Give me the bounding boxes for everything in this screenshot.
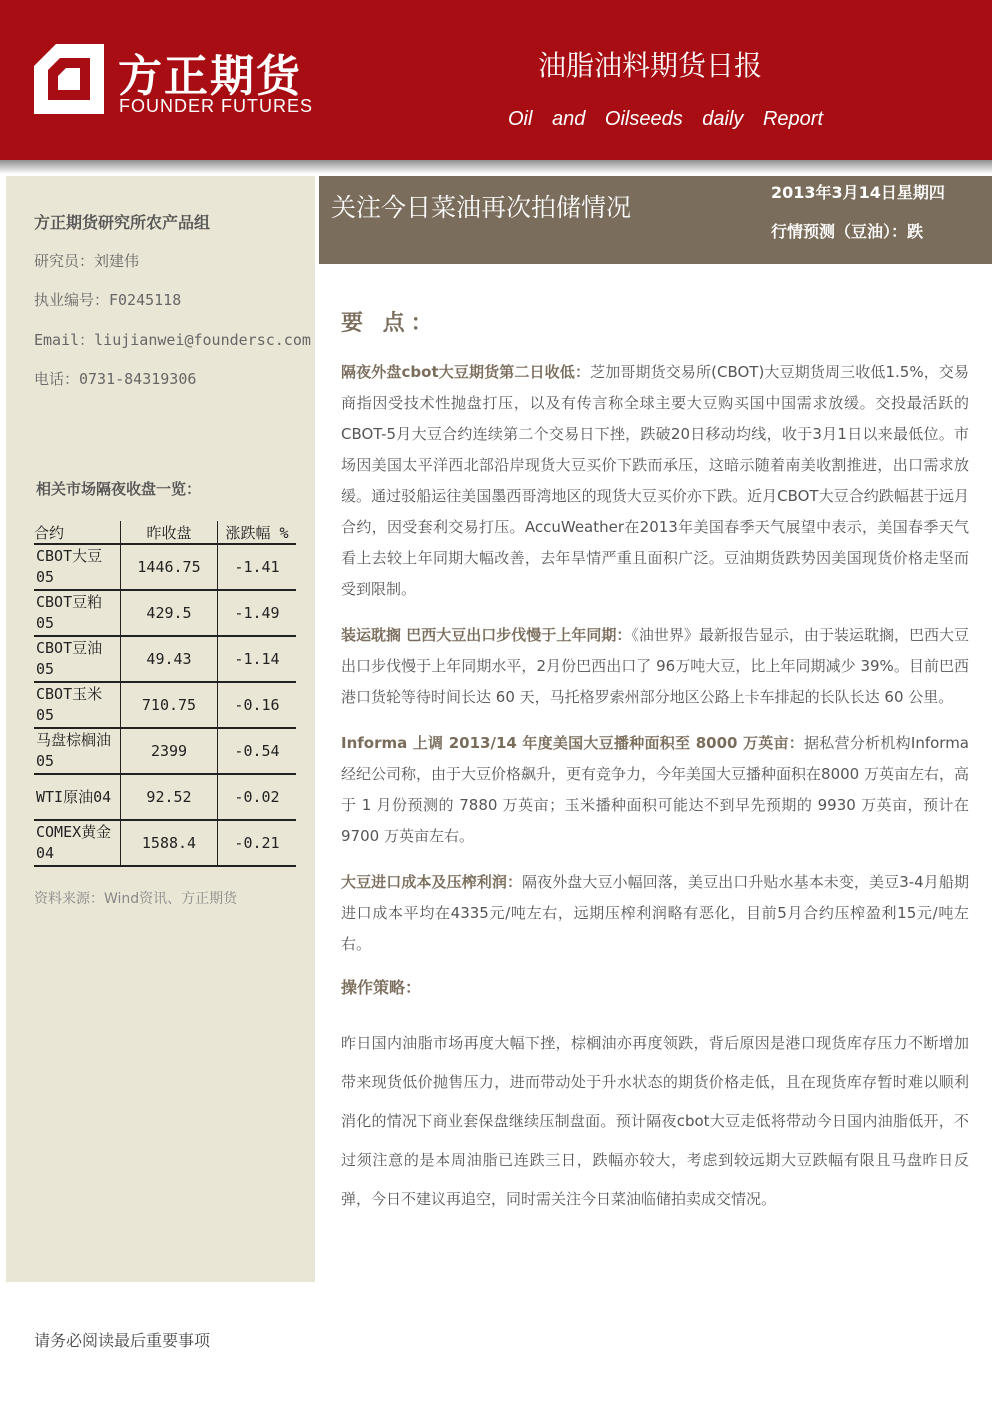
change-percent: -0.54 (218, 728, 297, 774)
close-price: 1588.4 (121, 820, 218, 866)
report-title-english: Oil and Oilseeds daily Report (508, 108, 824, 130)
report-header (0, 0, 992, 160)
key-points-heading: 要 点： (341, 311, 439, 336)
contract-name: 马盘棕榈油05 (34, 728, 121, 774)
market-forecast: 行情预测（豆油）：跌 (771, 222, 924, 241)
contract-name: CBOT豆油05 (34, 636, 121, 682)
close-price: 1446.75 (121, 544, 218, 590)
contract-name: CBOT玉米05 (34, 682, 121, 728)
news-paragraph (341, 867, 969, 960)
column-header: 昨收盘 (121, 521, 218, 544)
change-percent: -0.16 (218, 682, 297, 728)
contract-name: WTI原油04 (34, 774, 121, 820)
paragraph-text: 芝加哥期货交易所(CBOT)大豆期货周三收低1.5%，交易商指因受技术性抛盘打压，以及有传言称全球主要大豆购买国中国需求放缓。交投最活跃的CBOT-5月大豆合约连续第二个交易日下挫，跌破20日移动均线，收于3月1日以来最低位。市场因美国太平洋西北部沿岸现货大豆买价下跌而承压，这暗示随着南美收割推进，出口需求放缓。通过驳船运往美国墨西哥湾地区的现货大豆买价亦下跌。近月CBOT大豆合约跌幅甚于远月合约，因受套利交易打压。AccuWeather在2013年美国春季天气展望中表示，美国春季天气看上去较上年同期大幅改善，去年旱情严重且面积广泛。豆油期货跌势因美国现货价格走坚而受到限制。 (341, 363, 969, 598)
news-paragraph (341, 620, 969, 713)
contract-name: CBOT大豆05 (34, 544, 121, 590)
change-percent: -1.49 (218, 590, 297, 636)
header-divider (0, 160, 992, 174)
paragraph-lead: Informa 上调 2013/14 年度美国大豆播种面积至 8000 万英亩： (341, 734, 805, 752)
table-row (34, 590, 296, 636)
table-row (34, 728, 296, 774)
close-price: 2399 (121, 728, 218, 774)
news-paragraph (341, 728, 969, 852)
column-header: 涨跌幅 % (218, 521, 297, 544)
data-source: 资料来源：Wind资讯、方正期货 (34, 891, 238, 907)
paragraph-text: 隔夜外盘大豆小幅回落，美豆出口升贴水基本未变，美豆3-4月船期进口成本平均在4335元/吨左右，远期压榨利润略有恶化，目前5月合约压榨盈利15元/吨左右。 (341, 873, 969, 953)
paragraph-lead: 大豆进口成本及压榨利润： (341, 873, 523, 891)
table-row (34, 774, 296, 820)
contract-name: COMEX黄金04 (34, 820, 121, 866)
research-group: 方正期货研究所农产品组 (34, 213, 211, 232)
main-content (341, 306, 969, 1234)
logo-english-name: FOUNDER FUTURES (119, 96, 313, 116)
overnight-quotes-table (34, 521, 296, 867)
report-headline: 关注今日菜油再次拍储情况 (331, 193, 632, 222)
analyst-phone: 电话：0731-84319306 (34, 370, 197, 388)
analyst-email: Email：liujianwei@foundersc.com (34, 331, 311, 349)
sidebar (6, 176, 315, 1282)
license-number: 执业编号：F0245118 (34, 291, 182, 309)
table-row (34, 820, 296, 866)
report-date: 2013年3月14日星期四 (771, 183, 945, 202)
logo-chinese-name: 方正期货 (118, 51, 302, 102)
strategy-text: 昨日国内油脂市场再度大幅下挫，棕榈油亦再度领跌，背后原因是港口现货库存压力不断增加带来现货低价抛售压力，进而带动处于升水状态的期货价格走低，且在现货库存暂时难以顺利消化的情况下商业套保盘继续压制盘面。预计隔夜cbot大豆走低将带动今日国内油脂低开，不过须注意的是本周油脂已连跌三日，跌幅亦较大，考虑到较远期大豆跌幅有限且马盘昨日反弹，今日不建议再追空，同时需关注今日菜油临储拍卖成交情况。 (341, 1034, 969, 1208)
paragraph-lead: 隔夜外盘cbot大豆期货第二日收低： (341, 363, 591, 381)
market-overview-title: 相关市场隔夜收盘一览： (36, 480, 202, 498)
close-price: 429.5 (121, 590, 218, 636)
table-row (34, 636, 296, 682)
table-row (34, 682, 296, 728)
change-percent: -0.21 (218, 820, 297, 866)
news-paragraph (341, 357, 969, 605)
title-banner (319, 176, 992, 264)
analyst-name: 研究员：刘建伟 (34, 252, 140, 270)
change-percent: -1.14 (218, 636, 297, 682)
paragraph-text: 《油世界》最新报告显示，由于装运耽搁，巴西大豆出口步伐慢于上年同期水平，2月份巴西出口了 96万吨大豆，比上年同期减少 39%。目前巴西港口货轮等待时间长达 60 天，马托格罗索州部分地区公路上卡车排起的长队长达 60 公里。 (341, 626, 969, 706)
contract-name: CBOT豆粕05 (34, 590, 121, 636)
founder-logo-icon (34, 44, 104, 114)
close-price: 92.52 (121, 774, 218, 820)
table-row (34, 544, 296, 590)
strategy-heading: 操作策略： (341, 978, 422, 997)
column-header: 合约 (34, 521, 121, 544)
disclaimer-notice: 请务必阅读最后重要事项 (34, 1331, 211, 1350)
paragraph-lead: 装运耽搁 巴西大豆出口步伐慢于上年同期： (341, 626, 632, 644)
paragraph-text: 据私营分析机构Informa 经纪公司称，由于大豆价格飙升，更有竞争力，今年美国大豆播种面积在8000 万英亩左右，高于 1 月份预测的 7880 万英亩；玉米播种面积可能达不到早先预期的 9930 万英亩，预计在 9700 万英亩左右。 (341, 734, 969, 845)
change-percent: -0.02 (218, 774, 297, 820)
close-price: 49.43 (121, 636, 218, 682)
change-percent: -1.41 (218, 544, 297, 590)
report-title-chinese: 油脂油料期货日报 (538, 49, 763, 82)
close-price: 710.75 (121, 682, 218, 728)
